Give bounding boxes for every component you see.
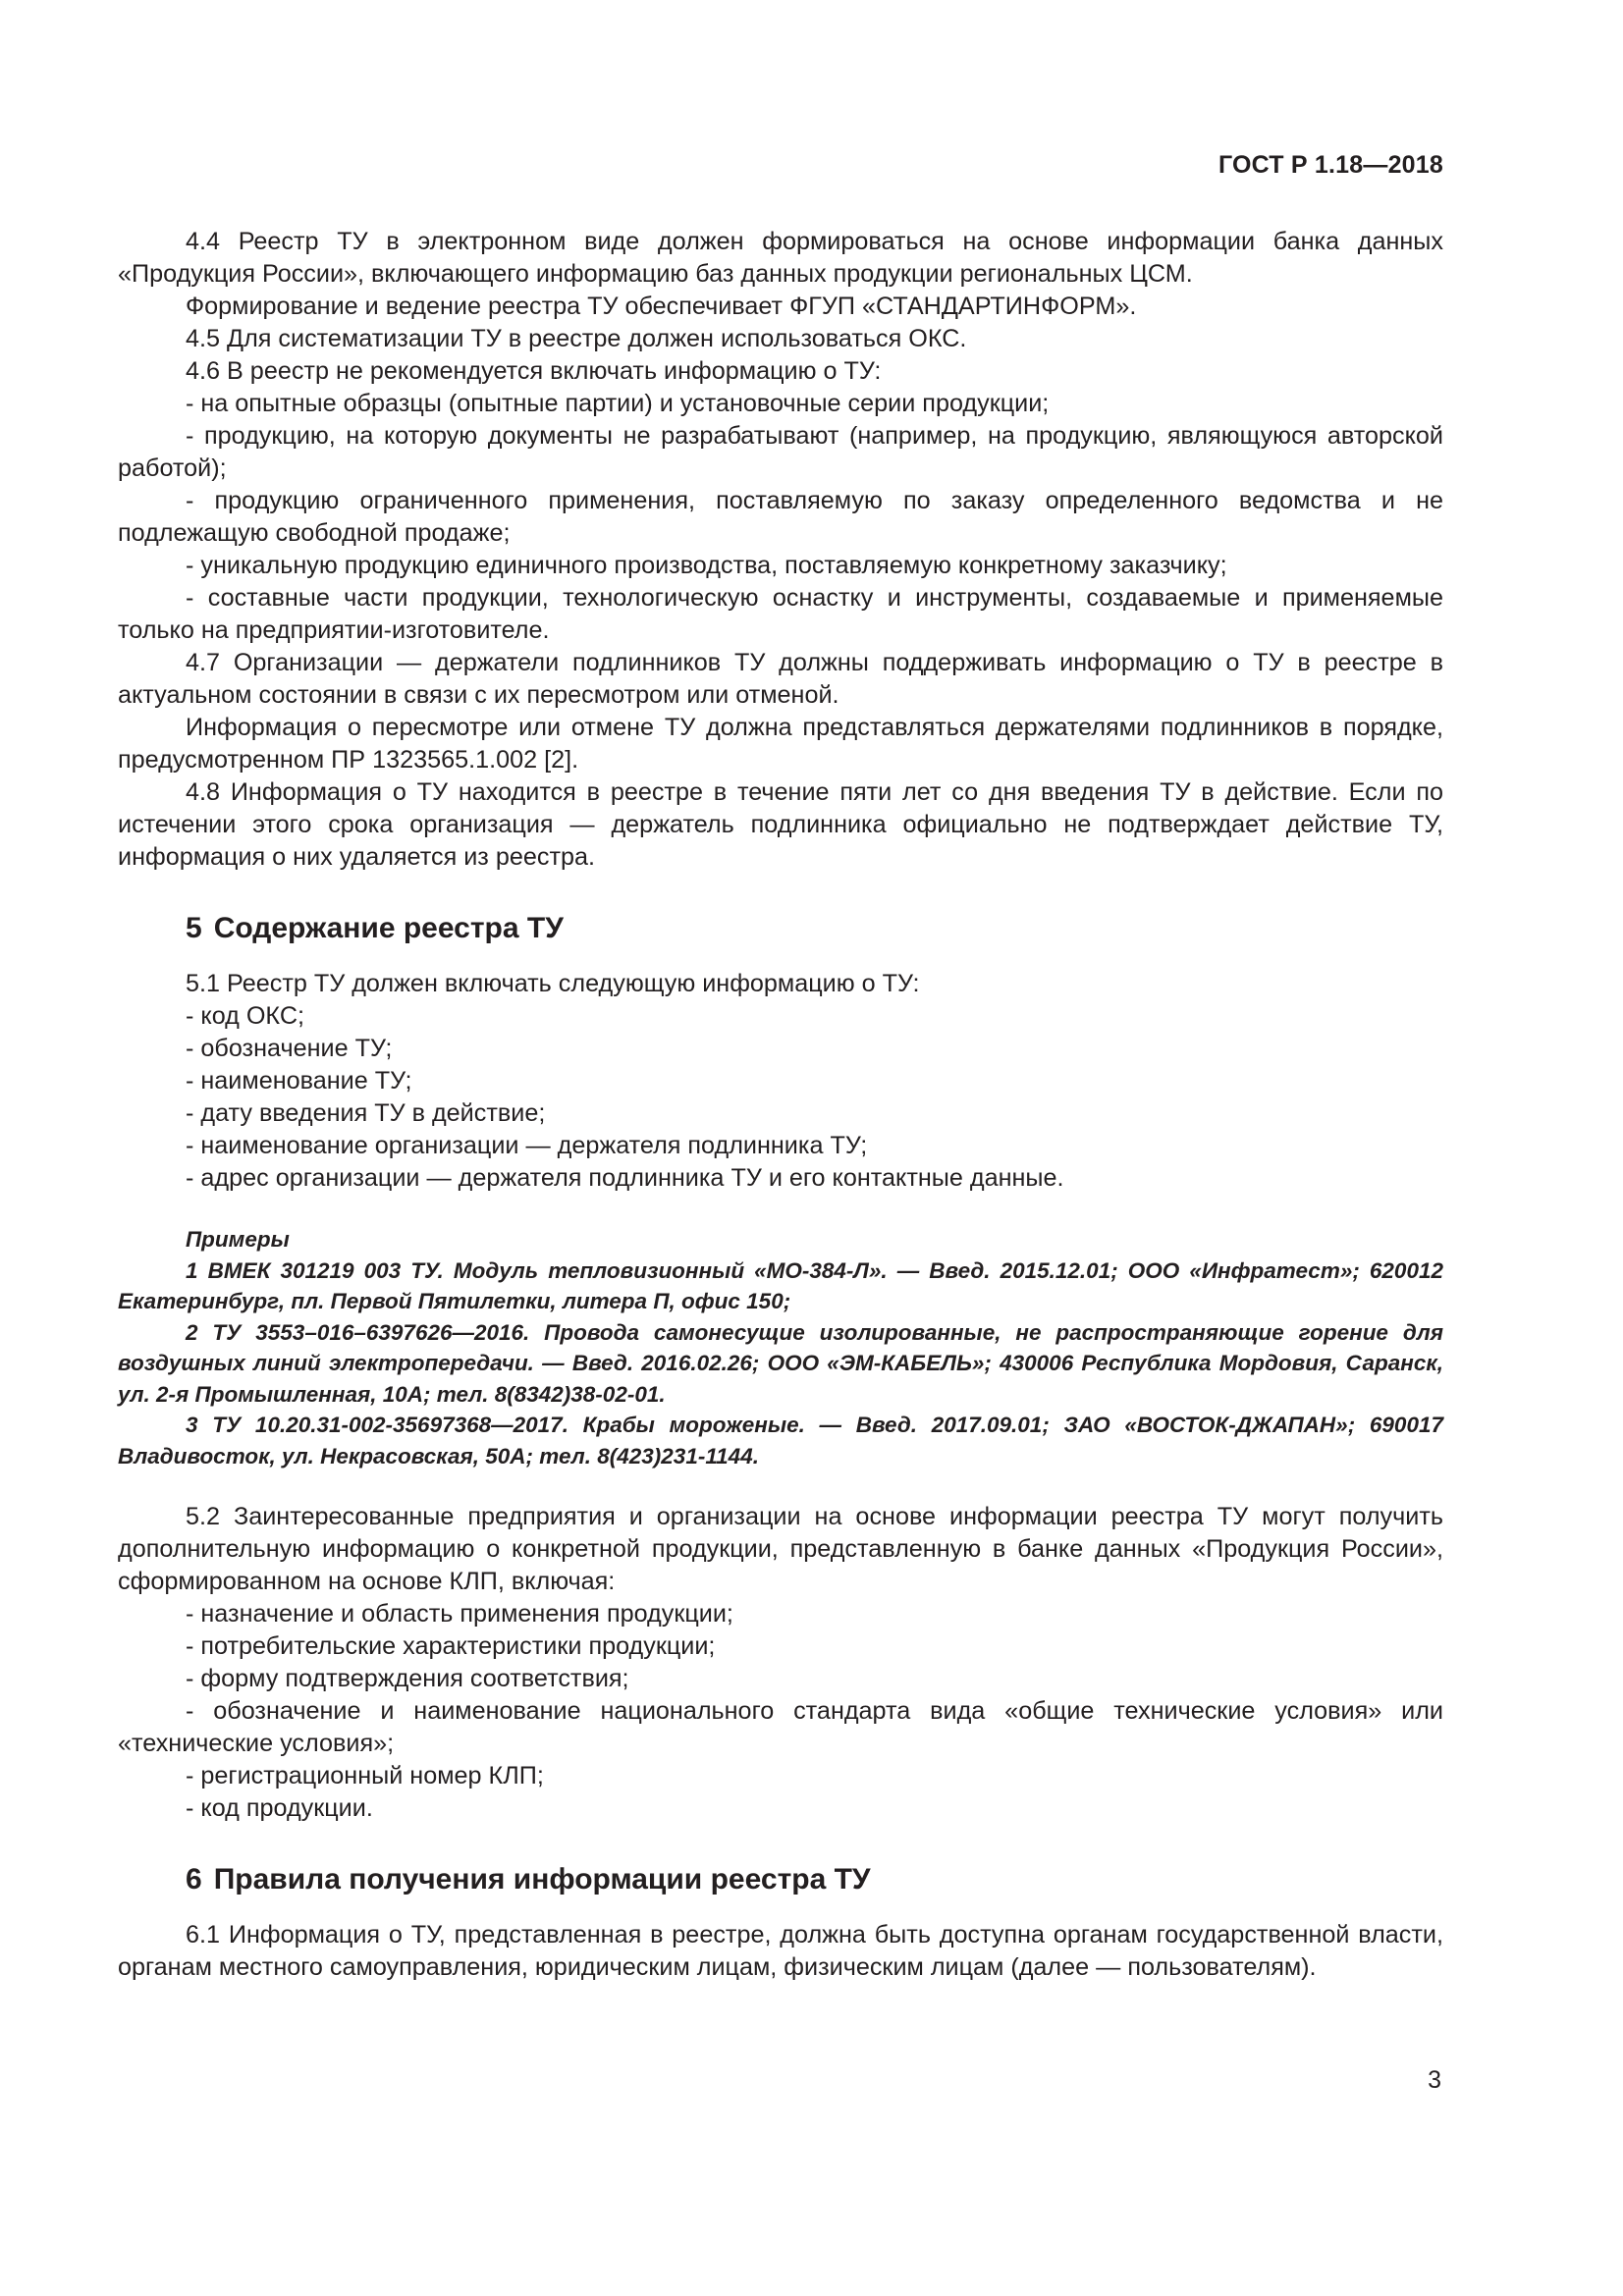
list-item: - составные части продукции, технологическую оснастку и инструменты, создаваемые и применяемые только на предприятии-изготовителе. [118,584,1443,644]
section-5-number: 5 [186,912,202,944]
paragraph-4-7: 4.7 Организации — держатели подлинников ТУ должны поддерживать информацию о ТУ в реестре в актуальном состоянии в связи с их пересмотром или отменой. [118,649,1443,709]
list-item: - код продукции. [186,1794,373,1822]
section-6-heading [118,1860,1443,1899]
list-item: - наименование ТУ; [186,1067,412,1095]
example-item: 2 ТУ 3553–016–6397626—2016. Провода самонесущие изолированные, не распространяющие горение для воздушных линий электропередачи. — Введ. 2016.02.26; ООО «ЭМ-КАБЕЛЬ»; 430006 Республика Мордовия, Саранск, ул. 2-я Промышленная, 10А; тел. 8(8342)38-02-01. [118,1319,1443,1407]
paragraph-4-8: 4.8 Информация о ТУ находится в реестре в течение пяти лет со дня введения ТУ в действие. Если по истечении этого срока организация — держатель подлинника официально не подтверждает действие ТУ, информация о них удаляется из реестра. [118,778,1443,871]
section-6-title: Правила получения информации реестра ТУ [213,1863,871,1896]
example-item: 3 ТУ 10.20.31-002-35697368—2017. Крабы мороженые. — Введ. 2017.09.01; ЗАО «ВОСТОК-ДЖАПАН»; 690017 Владивосток, ул. Некрасовская, 50А; тел. 8(423)231-1144. [118,1413,1443,1468]
list-item: - назначение и область применения продукции; [186,1600,733,1628]
list-item: - адрес организации — держателя подлинника ТУ и его контактные данные. [186,1164,1064,1192]
list-item: - уникальную продукцию единичного производства, поставляемую конкретному заказчику; [186,552,1227,579]
paragraph-5-1: 5.1 Реестр ТУ должен включать следующую информацию о ТУ: [186,970,920,997]
paragraph-5-2: 5.2 Заинтересованные предприятия и организации на основе информации реестра ТУ могут получить дополнительную информацию о конкретной продукции, представленную в банке данных «Продукция России», сформированном на основе КЛП, включая: [118,1503,1443,1595]
list-item: - дату введения ТУ в действие; [186,1099,546,1127]
examples-title: Примеры [186,1227,290,1252]
paragraph-4-4: 4.4 Реестр ТУ в электронном виде должен формироваться на основе информации банка данных «Продукция России», включающего информацию баз данных продукции региональных ЦСМ. [118,228,1443,288]
examples-block [118,1224,1443,1471]
list-item: - продукцию, на которую документы не разрабатывают (например, на продукцию, являющуюся авторской работой); [118,422,1443,482]
list-item: - форму подтверждения соответствия; [186,1665,629,1692]
section-5-title: Содержание реестра ТУ [213,912,564,944]
example-item: 1 ВМЕК 301219 003 ТУ. Модуль тепловизионный «МО-384-Л». — Введ. 2015.12.01; ООО «Инфратест»; 620012 Екатеринбург, пл. Первой Пятилетки, литера П, офис 150; [118,1257,1443,1313]
page-number: 3 [1428,2066,1441,2094]
paragraph-4-6: 4.6 В реестр не рекомендуется включать информацию о ТУ: [186,357,882,385]
paragraph-4-7-b: Информация о пересмотре или отмене ТУ должна представляться держателями подлинников в порядке, предусмотренном ПР 1323565.1.002 [2]. [118,714,1443,774]
list-item: - регистрационный номер КЛП; [186,1762,544,1789]
list-item: - продукцию ограниченного применения, поставляемую по заказу определенного ведомства и не подлежащую свободной продаже; [118,487,1443,547]
list-item: - на опытные образцы (опытные партии) и установочные серии продукции; [186,390,1050,417]
section-6-number: 6 [186,1863,202,1896]
list-item: - наименование организации — держателя подлинника ТУ; [186,1132,868,1159]
paragraph-4-5: 4.5 Для систематизации ТУ в реестре должен использоваться ОКС. [186,325,967,352]
document-id-header: ГОСТ Р 1.18—2018 [1217,151,1443,179]
section-5-heading [118,909,1443,948]
paragraph-4-4-b: Формирование и ведение реестра ТУ обеспечивает ФГУП «СТАНДАРТИНФОРМ». [186,293,1137,320]
paragraph-6-1: 6.1 Информация о ТУ, представленная в реестре, должна быть доступна органам государственной власти, органам местного самоуправления, юридическим лицам, физическим лицам (далее — пользователям). [118,1921,1443,1981]
list-item: - потребительские характеристики продукции; [186,1632,716,1660]
page-content [118,226,1443,1984]
list-item: - код ОКС; [186,1002,305,1030]
list-item: - обозначение и наименование национального стандарта вида «общие технические условия» или «технические условия»; [118,1697,1443,1757]
list-item: - обозначение ТУ; [186,1035,393,1062]
